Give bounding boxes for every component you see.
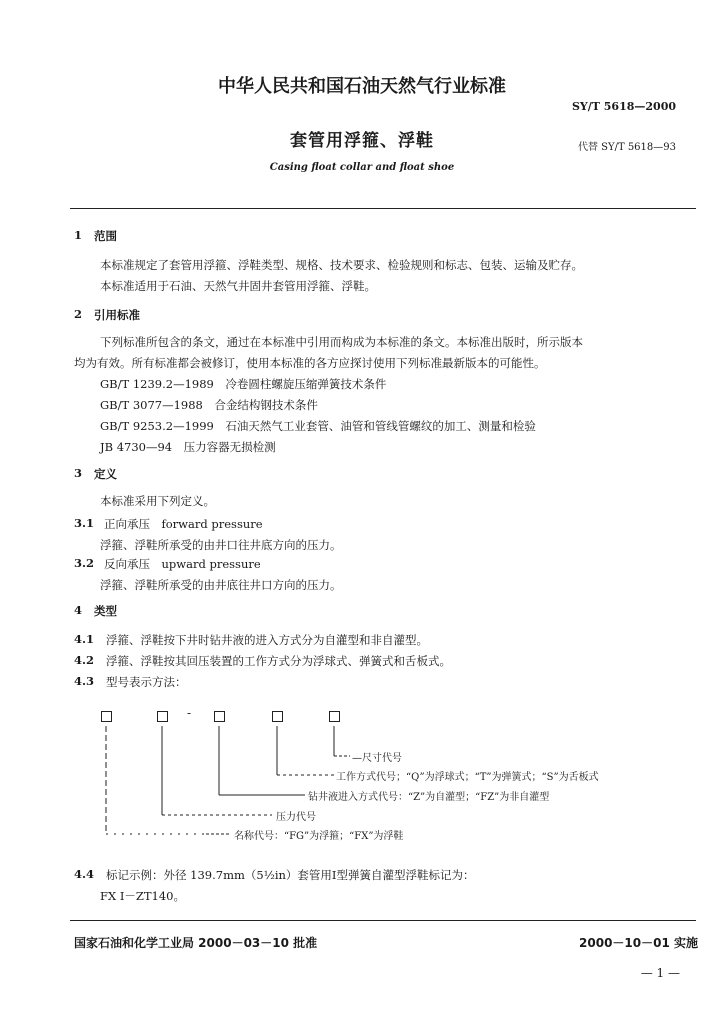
clause-4-2-text: 浮箍、浮鞋按其回压装置的工作方式分为浮球式、弹簧式和舌板式。 [106,654,451,668]
issue-date: 国家石油和化学工业局 2000－03－10 批准 [74,936,318,950]
reference-item: JB 4730—94 压力容器无损检测 [100,440,276,454]
section-2-number: 2 [74,307,83,321]
clause-4-2-number: 4.2 [74,653,95,667]
clause-4-3-number: 4.3 [74,674,95,688]
reference-item: GB/T 3077—1988 合金结构钢技术条件 [100,398,318,412]
clause-4-1-number: 4.1 [74,632,95,646]
definition-3-2-number: 3.2 [74,556,95,570]
name-code-label: 名称代号：“FG”为浮箍；“FX”为浮鞋 [234,831,404,842]
standard-type: 中华人民共和国石油天然气行业标准 [218,76,506,97]
pressure-code-label: 压力代号 [276,812,316,823]
fill-method-code-label: 钻井液进入方式代号：“Z”为自灌型；“FZ”为非自灌型 [308,792,550,803]
definition-3-1-term: 正向承压 forward pressure [104,517,263,531]
section-4-title: 类型 [94,604,117,618]
document-title: 套管用浮箍、浮鞋 [290,131,434,151]
reference-item: GB/T 9253.2—1999 石油天然气工业套管、油管和管线管螺纹的加工、测量和检验 [100,419,536,433]
standard-code: SY/T 5618—2000 [571,100,676,113]
clause-4-4-text: 标记示例：外径 139.7mm（5½in）套管用Ⅰ型弹簧自灌型浮鞋标记为： [106,868,475,882]
clause-4-4-number: 4.4 [74,867,95,881]
footer-divider [70,920,696,921]
definition-3-2-term: 反向承压 upward pressure [104,557,261,571]
work-method-code-label: 工作方式代号；“Q”为浮球式；“T”为弹簧式；“S”为舌板式 [336,772,599,783]
section-2-para-1b: 均为有效。所有标准都会被修订，使用本标准的各方应探讨使用下列标准最新版本的可能性。 [74,356,546,370]
definition-3-1-text: 浮箍、浮鞋所承受的由井口往井底方向的压力。 [100,538,342,552]
section-2-title: 引用标准 [94,308,140,322]
size-code-label: —尺寸代号 [352,753,402,764]
clause-4-3-text: 型号表示方法： [106,675,187,689]
clause-4-1-text: 浮箍、浮鞋按下井时钻井液的进入方式分为自灌型和非自灌型。 [106,633,428,647]
section-3-number: 3 [74,466,83,480]
implementation-date: 2000－10－01 实施 [579,936,698,950]
section-1-para-1: 本标准规定了套管用浮箍、浮鞋类型、规格、技术要求、检验规则和标志、包装、运输及贮存。 [100,258,583,272]
section-1-para-2: 本标准适用于石油、天然气井固井套管用浮箍、浮鞋。 [100,279,376,293]
replaces-code: 代替 SY/T 5618—93 [577,142,676,153]
clause-4-4-example: FX Ⅰ－ZT140。 [100,889,185,903]
section-1-number: 1 [74,228,83,242]
definition-3-1-number: 3.1 [74,516,95,530]
designation-dash: - [187,706,192,720]
reference-item: GB/T 1239.2—1989 冷卷圆柱螺旋压缩弹簧技术条件 [100,377,387,391]
english-title: Casing float collar and float shoe [269,162,455,173]
section-3-title: 定义 [94,467,117,481]
section-4-number: 4 [74,603,83,617]
section-3-intro: 本标准采用下列定义。 [100,494,215,508]
section-2-para-1a: 下列标准所包含的条文，通过在本标准中引用而构成为本标准的条文。本标准出版时，所示版本 [100,335,583,349]
page-number: — 1 — [640,966,680,980]
definition-3-2-text: 浮箍、浮鞋所承受的由井底往井口方向的压力。 [100,578,342,592]
section-1-title: 范围 [94,229,117,243]
